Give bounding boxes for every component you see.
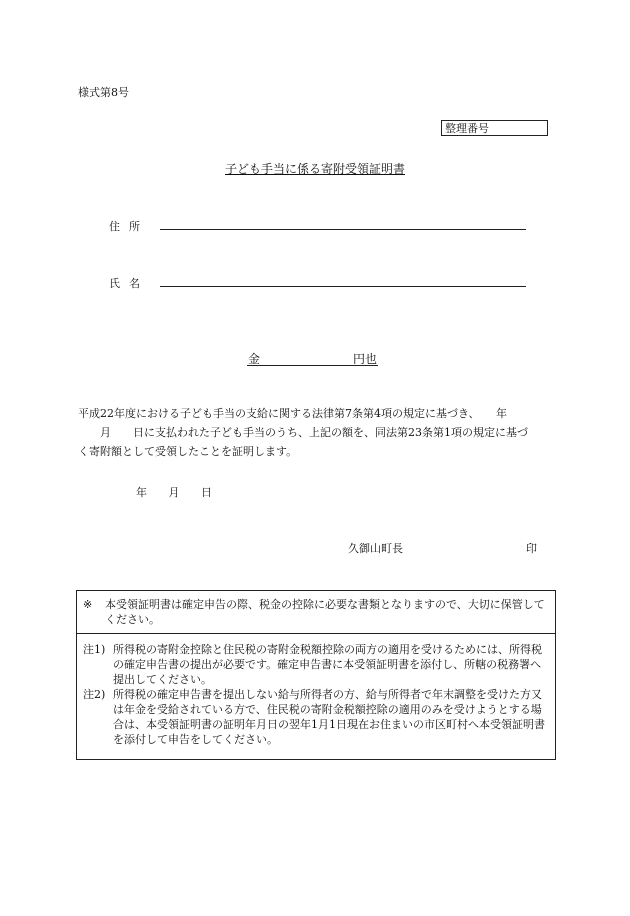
notes-box bbox=[76, 590, 556, 760]
notes-list bbox=[77, 634, 555, 747]
body-line-1: 平成22年度における子ども手当の支給に関する法律第7条第4項の規定に基づき、 年 bbox=[78, 407, 508, 420]
amount-line bbox=[247, 350, 378, 366]
body-line-3: く寄附額として受領したことを証明します。 bbox=[78, 445, 298, 458]
reference-number-box: 整理番号 bbox=[441, 120, 548, 136]
note-1-text: 所得税の寄附金控除と住民税の寄附金税額控除の両方の適用を受けるためには、所得税の確定申告書の提出が必要です。確定申告書に本受領証明書を添付し、所轄の税務署へ提出してください。 bbox=[113, 643, 542, 686]
amount-prefix: 金 bbox=[248, 352, 261, 366]
note-1-mark: 注1) bbox=[83, 643, 106, 656]
note-2 bbox=[83, 687, 547, 747]
seal-mark: 印 bbox=[526, 542, 537, 555]
name-line bbox=[160, 286, 526, 287]
address-label: 住所 bbox=[109, 220, 149, 233]
amount-suffix: 円也 bbox=[352, 352, 377, 366]
issuer-name: 久御山町長 bbox=[348, 542, 403, 555]
warning-mark: ※ bbox=[83, 598, 93, 611]
warning-text: 本受領証明書は確定申告の際、税金の控除に必要な書類となりますので、大切に保管してください。 bbox=[105, 598, 545, 626]
certification-text bbox=[78, 404, 554, 461]
date-line: 年 月 日 bbox=[136, 486, 212, 499]
address-line bbox=[160, 229, 526, 230]
note-2-mark: 注2) bbox=[83, 688, 106, 701]
form-number: 様式第8号 bbox=[78, 86, 129, 99]
document-title: 子ども手当に係る寄附受領証明書 bbox=[224, 162, 405, 176]
name-label: 氏名 bbox=[109, 277, 149, 290]
notes-warning bbox=[77, 591, 555, 634]
note-1 bbox=[83, 642, 547, 687]
note-2-text: 所得税の確定申告書を提出しない給与所得者の方、給与所得者で年末調整を受けた方又は年金を受給されている方で、住民税の寄附金税額控除の適用のみを受けようとする場合は、本受領証明書の証明年月日の翌年1月1日現在お住まいの市区町村へ本受領証明書を添付して申告をしてください。 bbox=[113, 688, 545, 746]
body-line-2: 月 日に支払われた子ども手当のうち、上記の額を、同法第23条第1項の規定に基づ bbox=[78, 426, 528, 439]
